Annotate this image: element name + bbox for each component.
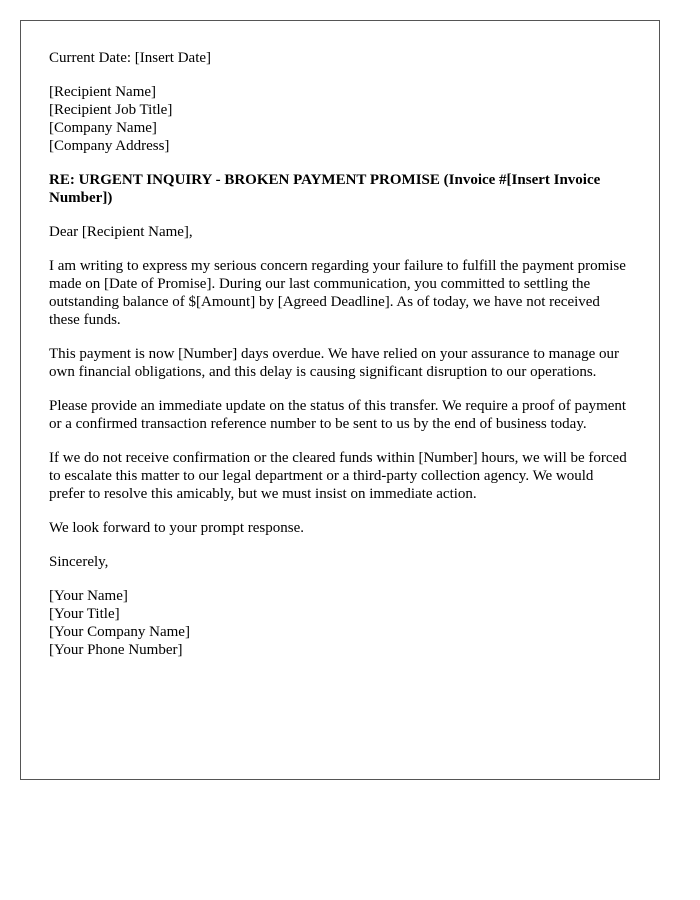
signature-company: [Your Company Name] (49, 624, 190, 640)
letter-page (20, 20, 660, 780)
signature-name: [Your Name] (49, 588, 128, 604)
body-paragraph: If we do not receive confirmation or the cleared funds within [Number] hours, we will be forced to escalate this matter to our legal department or a third-party collection agency. We would prefer to resolve this amicably, but we must insist on immediate action. (49, 450, 627, 502)
recipient-company: [Company Name] (49, 120, 157, 136)
recipient-job-title: [Recipient Job Title] (49, 102, 173, 118)
signature-title: [Your Title] (49, 606, 120, 622)
body-paragraph: We look forward to your prompt response. (49, 520, 304, 536)
signature-block (49, 587, 631, 659)
signature-phone: [Your Phone Number] (49, 642, 183, 658)
recipient-name: [Recipient Name] (49, 84, 157, 100)
recipient-address: [Company Address] (49, 138, 170, 154)
subject-line: RE: URGENT INQUIRY - BROKEN PAYMENT PROMISE (Invoice #[Insert Invoice Number]) (49, 172, 601, 206)
body-paragraph: Please provide an immediate update on the status of this transfer. We require a proof of payment or a confirmed transaction reference number to be sent to us by the end of business today. (49, 398, 627, 432)
salutation: Dear [Recipient Name], (49, 224, 193, 240)
body-paragraph: This payment is now [Number] days overdue. We have relied on your assurance to manage our own financial obligations, and this delay is causing significant disruption to our operations. (49, 346, 620, 380)
body-paragraph: I am writing to express my serious concern regarding your failure to fulfill the payment promise made on [Date of Promise]. During our last communication, you committed to settling the outstanding balance of $[Amount] by [Agreed Deadline]. As of today, we have not received these funds. (49, 258, 626, 328)
date-line: Current Date: [Insert Date] (49, 50, 212, 66)
closing: Sincerely, (49, 554, 109, 570)
recipient-block (49, 83, 631, 155)
